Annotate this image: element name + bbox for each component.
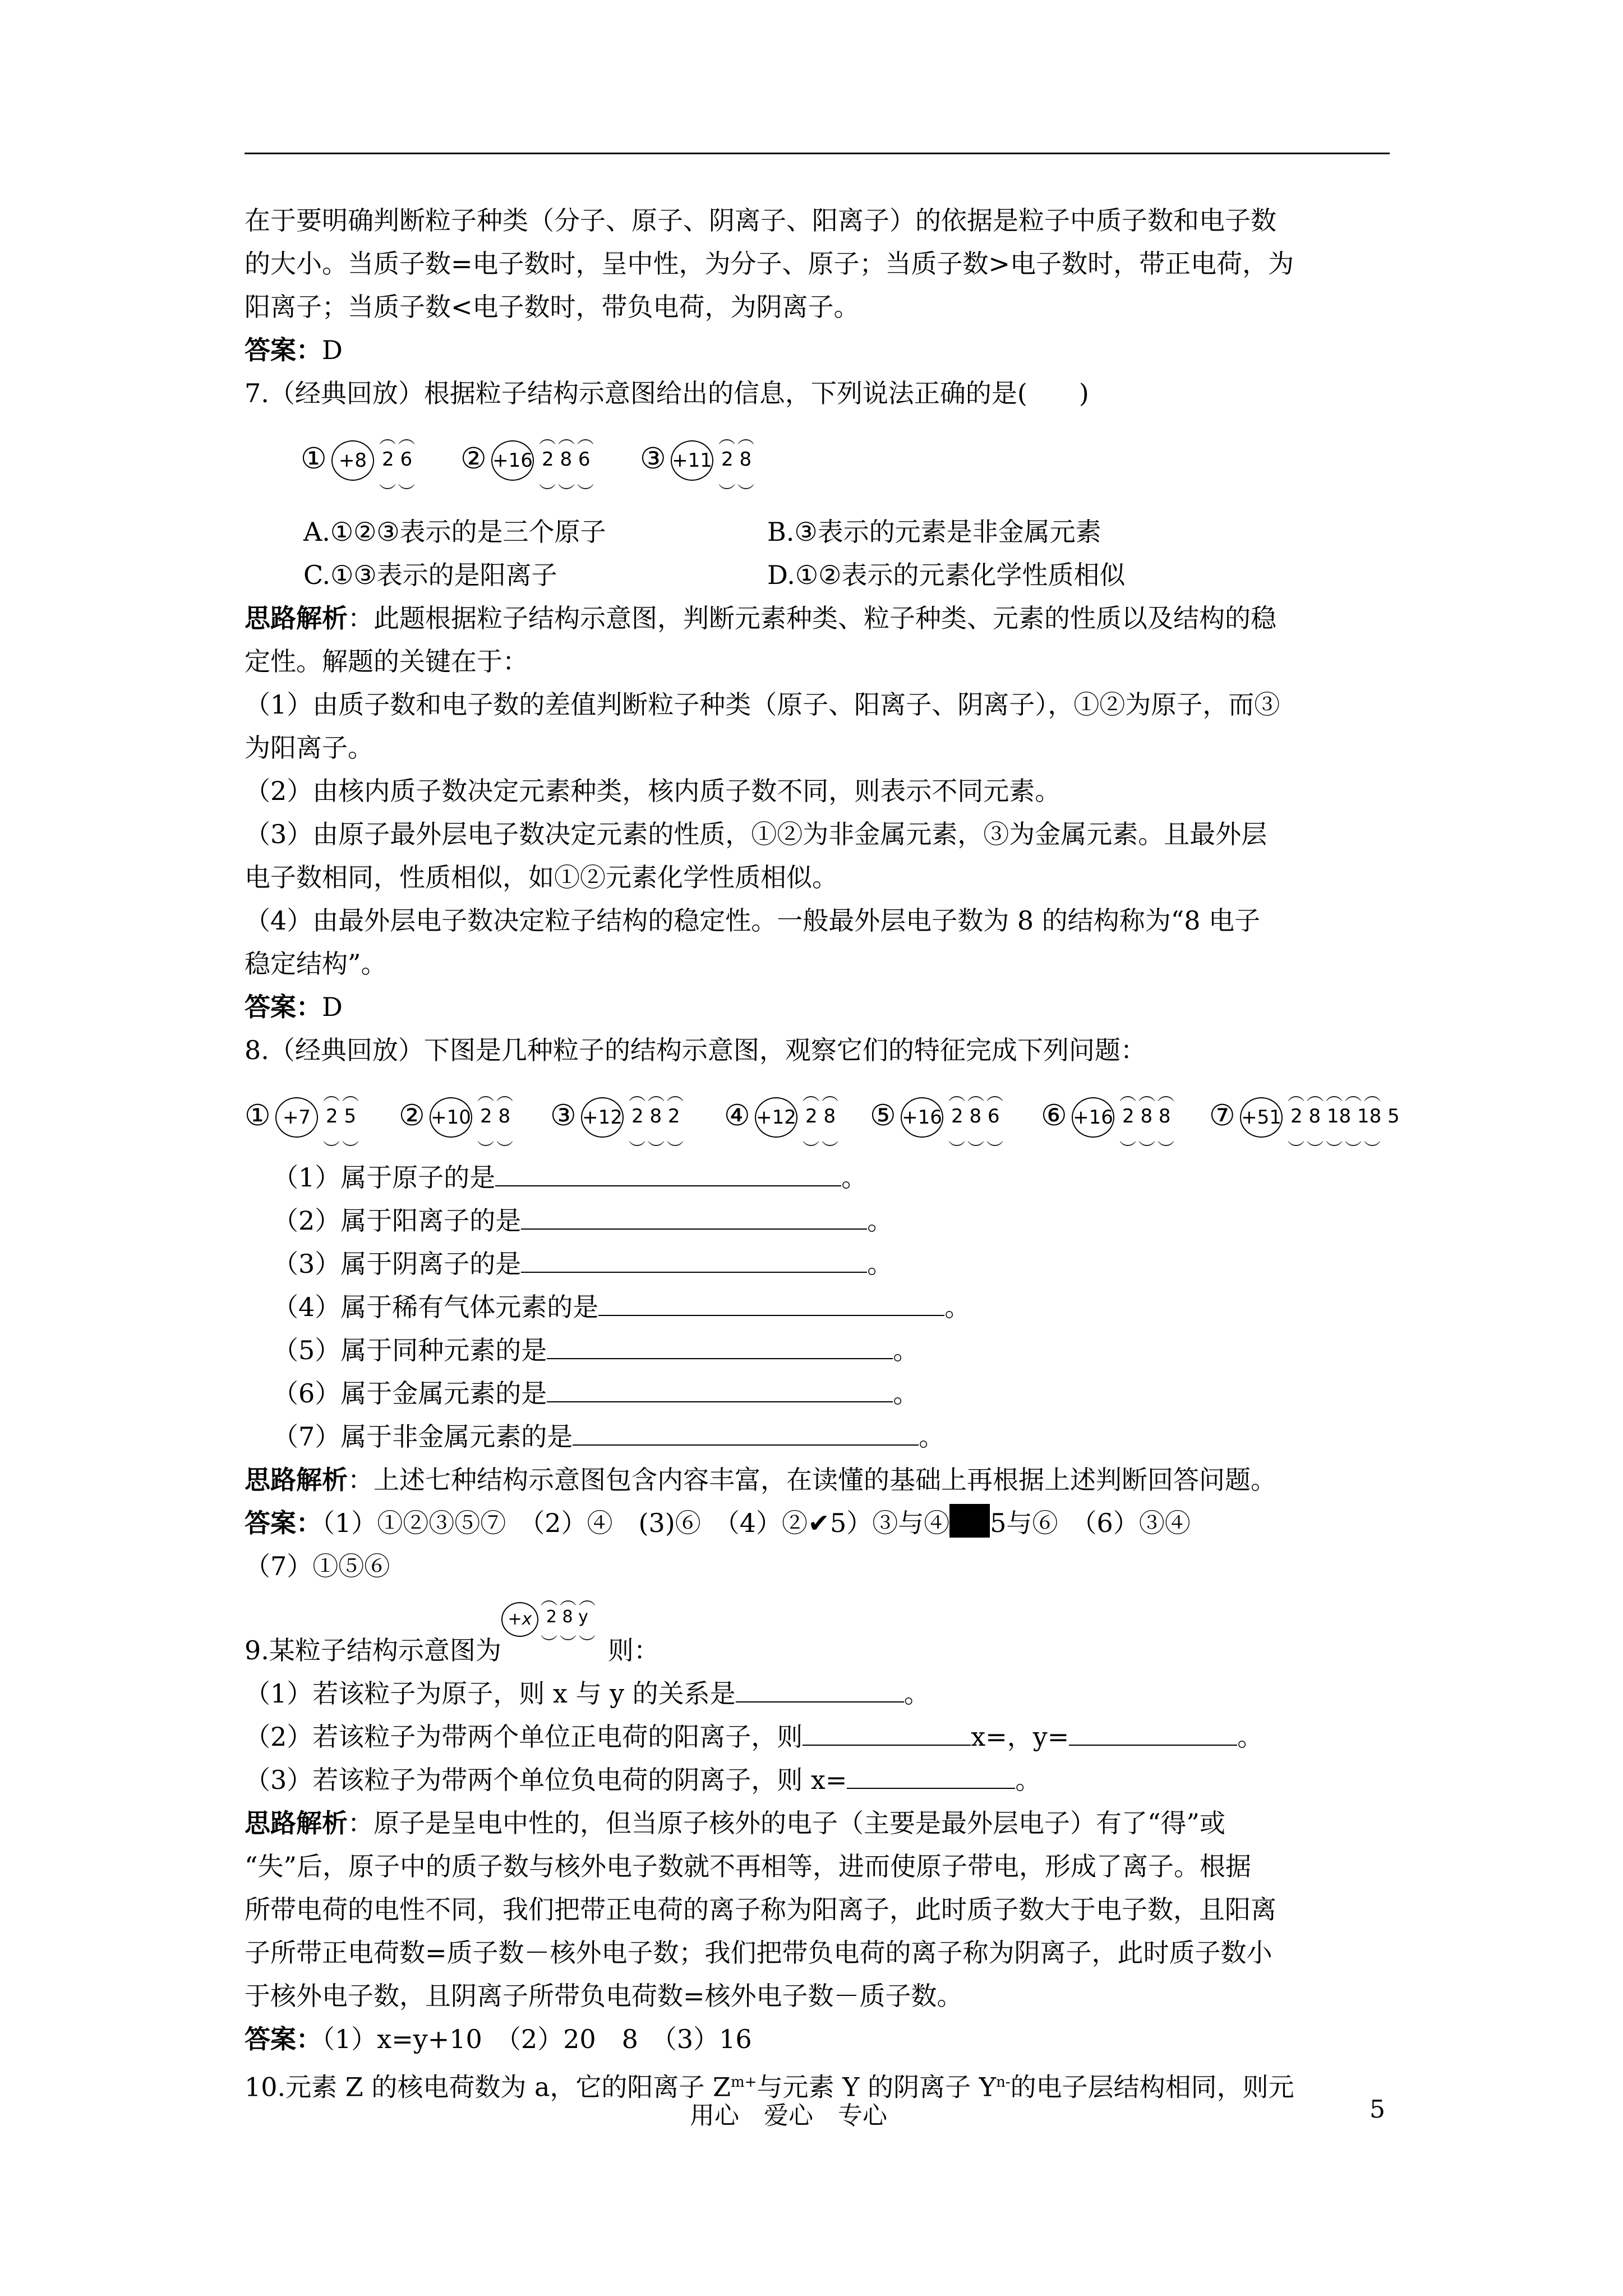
nucleus-circle: +7 [275, 1097, 318, 1138]
shell-arcs-icon: ︵︵︵ [539, 428, 596, 448]
q7-diagram-row [245, 415, 1400, 510]
header-rule [245, 153, 1390, 154]
q9-stem [245, 1588, 1400, 1672]
diagram-number: ③ [640, 442, 666, 476]
text-line: 于核外电子数，且阴离子所带负电荷数=核外电子数－质子数。 [245, 1981, 963, 2011]
q9-sub-1 [245, 1672, 1400, 1715]
option-c: C.①③表示的是阳离子 [303, 560, 557, 590]
diagram-number: ② [460, 442, 487, 476]
punct: 。 [903, 1678, 930, 1709]
shell-arcs-icon: ︵︵ [379, 428, 417, 448]
diagram-number: ① [301, 442, 327, 476]
text-line: （4）由最外层电子数决定粒子结构的稳定性。一般最外层电子数为 8 的结构称为“8 电子 [245, 905, 1261, 936]
text-line: 子所带正电荷数=质子数－核外电子数；我们把带负电荷的离子称为阴离子，此时质子数小 [245, 1938, 1272, 1968]
answer-value: D [322, 335, 343, 365]
q8-analysis [245, 1458, 1400, 1502]
text-line: （2）由核内质子数决定元素种类，核内质子数不同，则表示不同元素。 [245, 776, 1061, 806]
diagram-number: ③ [550, 1099, 577, 1133]
shell-arcs-icon: ︵︵︵ [540, 1589, 598, 1609]
text-line: （7）①⑤⑥ [245, 1551, 390, 1581]
shell-electrons: 2 6 [382, 448, 413, 471]
nucleus-circle: +10 [430, 1097, 472, 1138]
q9-stem-text: 9.某粒子结构示意图为 [245, 1635, 501, 1665]
shell-arcs-icon: ︵︵ [803, 1085, 841, 1105]
nucleus-circle: +16 [491, 440, 534, 481]
shell-electrons: 2 8 18 18 5 [1290, 1105, 1400, 1128]
q9-stem-text: 则： [607, 1635, 660, 1665]
answer-value: D [322, 992, 343, 1022]
analysis-label: 思路解析 [245, 1465, 348, 1495]
answer-blank[interactable] [1069, 1722, 1237, 1746]
answer-text: （1）①②③⑤⑦ （2）④ (3)⑥ （4）② [322, 1508, 808, 1538]
q10-text: 的电子层结构相同，则元 [1010, 2072, 1294, 2102]
q8-diagram-row [245, 1072, 1400, 1159]
answer-label: 答案： [245, 1508, 322, 1538]
sub-question-text: （4）属于稀有气体元素的是 [273, 1292, 599, 1322]
shell-arcs-icon: ︵︵︵ [629, 1085, 686, 1105]
shell-electrons: 2 5 [326, 1105, 357, 1128]
analysis-text: ：原子是呈电中性的，但当原子核外的电子（主要是最外层电子）有了“得”或 [348, 1808, 1226, 1838]
sub-question-text: （2）若该粒子为带两个单位正电荷的阳离子，则 [245, 1722, 803, 1752]
shell-electrons: 2 8 [805, 1105, 836, 1128]
redaction-block [949, 1504, 990, 1538]
q8-sub-6 [245, 1372, 1400, 1415]
shell-electrons: 2 8 [480, 1105, 511, 1128]
punct: 。 [919, 1421, 945, 1452]
q9-answer [245, 2018, 1400, 2061]
text-line: 所带电荷的电性不同，我们把带正电荷的离子称为阳离子，此时质子数大于电子数，且阳离 [245, 1894, 1276, 1925]
nucleus-circle: +12 [755, 1097, 797, 1138]
q8-answer [245, 1502, 1400, 1545]
shell-arcs-icon: ︵︵ [323, 1085, 361, 1105]
analysis-label: 思路解析 [245, 1808, 348, 1838]
option-d: D.①②表示的元素化学性质相似 [767, 560, 1126, 590]
page-content [245, 199, 1400, 2104]
text-line: 的大小。当质子数=电子数时，呈中性，为分子、原子；当质子数>电子数时，带正电荷，为 [245, 249, 1294, 279]
shell-electrons: 2 8 6 [542, 448, 591, 471]
shell-arcs-icon: ︶︶︶ [948, 1140, 1006, 1159]
shell-arcs-icon: ︶︶︶ [540, 1634, 598, 1654]
q7-analysis [245, 597, 1400, 640]
diagram-number: ① [245, 1099, 271, 1133]
answer-blank[interactable] [547, 1336, 893, 1359]
punct: 。 [893, 1335, 919, 1365]
sub-question-text: （6）属于金属元素的是 [273, 1378, 547, 1409]
shell-electrons: 2 8 y [546, 1607, 588, 1627]
footer-slogan: 用心 爱心 专心 [690, 2101, 887, 2130]
shell-electrons: 2 8 8 [1122, 1105, 1171, 1128]
shell-arcs-icon: ︶︶ [803, 1140, 841, 1159]
q8-stem: 8.（经典回放）下图是几种粒子的结构示意图，观察它们的特征完成下列问题： [245, 1035, 1146, 1065]
shell-arcs-icon: ︵︵︵ [1119, 1085, 1177, 1105]
text-line: 阳离子；当质子数<电子数时，带负电荷，为阴离子。 [245, 292, 860, 322]
q9-atom-diagram [501, 1588, 608, 1672]
shell-arcs-icon: ︵︵︵ [948, 1085, 1006, 1105]
nucleus-circle: +51 [1240, 1097, 1283, 1138]
q9-sub-2 [245, 1715, 1400, 1759]
q10-text: 10.元素 Z 的核电荷数为 a，它的阳离子 Z [245, 2072, 731, 2102]
shell-arcs-icon: ︶︶ [718, 483, 757, 503]
text-line: 在于要明确判断粒子种类（分子、原子、阴离子、阳离子）的依据是粒子中质子数和电子数 [245, 205, 1276, 236]
punct: 。 [1015, 1765, 1041, 1795]
text-line: 为阳离子。 [245, 733, 374, 763]
text-line: “失”后，原子中的质子数与核外电子数就不再相等，进而使原子带电，形成了离子。根据 [245, 1851, 1252, 1881]
shell-arcs-icon: ︶︶︶ [1119, 1140, 1177, 1159]
page-number: 5 [1370, 2095, 1385, 2124]
q8-sub-5 [245, 1329, 1400, 1372]
q8-sub-7 [245, 1415, 1400, 1458]
q8-sub-3 [245, 1243, 1400, 1286]
shell-electrons: 2 8 6 [951, 1105, 1000, 1128]
sub-question-text: （3）属于阴离子的是 [273, 1249, 522, 1279]
answer-blank[interactable] [521, 1206, 867, 1230]
nucleus-circle: +16 [901, 1097, 943, 1138]
answer-label: 答案： [245, 2024, 322, 2054]
answer-blank[interactable] [847, 1765, 1015, 1789]
sub-question-text: （1）若该粒子为原子，则 x 与 y 的关系是 [245, 1678, 736, 1709]
shell-arcs-icon: ︵︵ [477, 1085, 515, 1105]
answer-label: 答案： [245, 992, 322, 1022]
sub-question-text: （5）属于同种元素的是 [273, 1335, 547, 1365]
answer-text: 5）③与④ [829, 1508, 950, 1538]
shell-arcs-icon: ︶︶︶ [539, 483, 596, 503]
diagram-number: ⑤ [870, 1099, 896, 1133]
text-line: 定性。解题的关键在于： [245, 646, 528, 677]
answer-blank[interactable] [547, 1379, 893, 1402]
punct: 。 [841, 1162, 868, 1193]
sub-question-text: （3）若该粒子为带两个单位负电荷的阴离子，则 x= [245, 1765, 847, 1795]
shell-arcs-icon: ︶︶︶ [629, 1140, 686, 1159]
shell-electrons: 2 8 [721, 448, 752, 471]
punct: 。 [867, 1205, 893, 1236]
shell-electrons: 2 8 2 [631, 1105, 680, 1128]
punct: 。 [867, 1249, 893, 1279]
analysis-text: ：此题根据粒子结构示意图，判断元素种类、粒子种类、元素的性质以及结构的稳 [348, 603, 1276, 633]
diagram-number: ④ [724, 1099, 750, 1133]
shell-arcs-icon: ︶︶ [477, 1140, 515, 1159]
q7-options-row-2 [245, 554, 1400, 597]
sub-question-text: （7）属于非金属元素的是 [273, 1421, 573, 1452]
check-mark-icon: ✔ [808, 1508, 830, 1538]
answer-blank[interactable] [598, 1292, 944, 1316]
nucleus-circle: +16 [1072, 1097, 1114, 1138]
answer-blank[interactable] [803, 1722, 971, 1746]
diagram-number: ⑦ [1209, 1099, 1235, 1133]
punct: 。 [893, 1378, 919, 1409]
option-b: B.③表示的元素是非金属元素 [767, 517, 1101, 547]
shell-arcs-icon: ︵︵ [718, 428, 757, 448]
answer-blank[interactable] [573, 1422, 919, 1446]
q7-stem: 7.（经典回放）根据粒子结构示意图给出的信息，下列说法正确的是( ) [245, 378, 1089, 408]
analysis-label: 思路解析 [245, 603, 348, 633]
sub-question-text: x=，y= [971, 1722, 1069, 1752]
shell-arcs-icon: ︶︶ [379, 483, 417, 503]
punct: 。 [944, 1292, 971, 1322]
q6-answer [245, 329, 1400, 372]
answer-text: （1）x=y+10 （2）20 8 （3）16 [322, 2024, 752, 2054]
nucleus-circle: +12 [581, 1097, 624, 1138]
sub-question-text: （1）属于原子的是 [273, 1162, 496, 1193]
answer-text: 5与⑥ （6）③④ [990, 1508, 1191, 1538]
charge-superscript: m+ [731, 2074, 757, 2091]
diagram-number: ② [399, 1099, 425, 1133]
text-line: 稳定结构”。 [245, 949, 387, 979]
nucleus-circle: +8 [331, 440, 374, 481]
sub-question-text: （2）属于阳离子的是 [273, 1205, 522, 1236]
text-line: （3）由原子最外层电子数决定元素的性质，①②为非金属元素，③为金属元素。且最外层 [245, 819, 1267, 849]
answer-blank[interactable] [521, 1249, 867, 1273]
text-line: 电子数相同，性质相似，如①②元素化学性质相似。 [245, 862, 838, 892]
q10-text: 与元素 Y 的阴离子 Y [757, 2072, 997, 2102]
shell-arcs-icon: ︶︶ [323, 1140, 361, 1159]
shell-arcs-icon: ︵︵︵︵︵ [1288, 1085, 1383, 1105]
q9-analysis [245, 1802, 1400, 1845]
option-a: A.①②③表示的是三个原子 [303, 517, 606, 547]
nucleus-circle: +x [501, 1602, 538, 1637]
shell-arcs-icon: ︶︶︶︶︶ [1288, 1140, 1383, 1159]
nucleus-circle: +11 [671, 440, 713, 481]
q7-options-row-1 [245, 510, 1400, 554]
answer-label: 答案： [245, 335, 322, 365]
q8-sub-4 [245, 1286, 1400, 1329]
answer-blank[interactable] [736, 1679, 904, 1703]
q7-answer [245, 986, 1400, 1029]
charge-superscript: n- [996, 2074, 1011, 2091]
punct: 。 [1237, 1722, 1264, 1752]
q8-sub-2 [245, 1199, 1400, 1243]
analysis-text: ：上述七种结构示意图包含内容丰富，在读懂的基础上再根据上述判断回答问题。 [348, 1465, 1276, 1495]
q9-sub-3 [245, 1759, 1400, 1802]
diagram-number: ⑥ [1041, 1099, 1067, 1133]
text-line: （1）由质子数和电子数的差值判断粒子种类（原子、阳离子、阴离子），①②为原子，而③ [245, 689, 1280, 720]
